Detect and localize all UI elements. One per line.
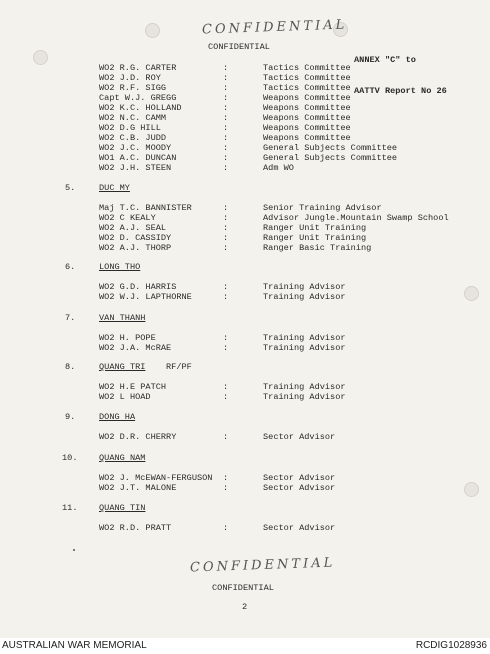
separator-colon: :	[223, 83, 229, 93]
personnel-role: Adm WO	[263, 163, 294, 173]
personnel-role: Weapons Committee	[263, 123, 351, 133]
personnel-role: Weapons Committee	[263, 103, 351, 113]
personnel-name: Maj T.C. BANNISTER	[99, 203, 192, 213]
section-number: 8.	[65, 362, 76, 372]
section-number: 9.	[65, 412, 76, 422]
personnel-row	[99, 93, 469, 103]
personnel-row	[99, 203, 469, 213]
archive-bar	[0, 638, 490, 654]
personnel-name: WO2 R.G. CARTER	[99, 63, 177, 73]
punch-hole	[145, 23, 160, 38]
personnel-row	[99, 223, 469, 233]
personnel-row	[99, 473, 469, 483]
personnel-row	[99, 63, 469, 73]
separator-colon: :	[223, 73, 229, 83]
personnel-row	[99, 523, 469, 533]
personnel-name: WO2 R.F. SIGG	[99, 83, 167, 93]
section-title: LONG THO	[99, 262, 141, 272]
personnel-name: WO2 D.G HILL	[99, 123, 161, 133]
personnel-name: WO2 J.T. MALONE	[99, 483, 177, 493]
section-title: DONG HA	[99, 412, 136, 422]
personnel-name: WO2 A.J. THORP	[99, 243, 172, 253]
personnel-name: WO2 J.D. ROY	[99, 73, 161, 83]
personnel-row	[99, 123, 469, 133]
personnel-name: WO2 D.R. CHERRY	[99, 432, 177, 442]
personnel-role: Advisor Jungle.Mountain Swamp School	[263, 213, 449, 223]
separator-colon: :	[223, 123, 229, 133]
personnel-row	[99, 392, 469, 402]
section-number: 11.	[62, 503, 78, 513]
separator-colon: :	[223, 223, 229, 233]
personnel-role: Training Advisor	[263, 333, 346, 343]
section-title: QUANG TRI	[99, 362, 146, 372]
personnel-name: WO2 D. CASSIDY	[99, 233, 172, 243]
personnel-row	[99, 292, 469, 302]
personnel-role: Weapons Committee	[263, 93, 351, 103]
personnel-name: WO1 A.C. DUNCAN	[99, 153, 177, 163]
personnel-row	[99, 333, 469, 343]
separator-colon: :	[223, 133, 229, 143]
personnel-role: Weapons Committee	[263, 113, 351, 123]
personnel-name: WO2 C.B. JUDD	[99, 133, 167, 143]
separator-colon: :	[223, 243, 229, 253]
personnel-row	[99, 103, 469, 113]
separator-colon: :	[223, 233, 229, 243]
separator-colon: :	[223, 203, 229, 213]
handwritten-confidential-top: CONFIDENTIAL	[201, 17, 348, 38]
personnel-name: WO2 R.D. PRATT	[99, 523, 172, 533]
personnel-row	[99, 432, 469, 442]
section-title: VAN THANH	[99, 313, 146, 323]
personnel-role: Training Advisor	[263, 343, 346, 353]
personnel-row	[99, 73, 469, 83]
archive-institution: AUSTRALIAN WAR MEMORIAL	[2, 640, 147, 651]
personnel-name: WO2 J.A. McRAE	[99, 343, 172, 353]
personnel-row	[99, 133, 469, 143]
section-title: QUANG TIN	[99, 503, 146, 513]
personnel-name: Capt W.J. GREGG	[99, 93, 177, 103]
personnel-name: WO2 J.H. STEEN	[99, 163, 172, 173]
personnel-role: Training Advisor	[263, 392, 346, 402]
punch-hole	[33, 50, 48, 65]
personnel-name: WO2 J.C. MOODY	[99, 143, 172, 153]
personnel-role: General Subjects Committee	[263, 143, 398, 153]
personnel-role: Sector Advisor	[263, 523, 336, 533]
personnel-row	[99, 382, 469, 392]
personnel-name: WO2 H. POPE	[99, 333, 156, 343]
personnel-row	[99, 243, 469, 253]
personnel-role: Sector Advisor	[263, 483, 336, 493]
personnel-name: WO2 G.D. HARRIS	[99, 282, 177, 292]
personnel-name: WO2 C KEALY	[99, 213, 156, 223]
confidential-header: CONFIDENTIAL	[208, 42, 270, 52]
separator-colon: :	[223, 343, 229, 353]
section-number: 6.	[65, 262, 76, 272]
personnel-row	[99, 233, 469, 243]
personnel-role: Ranger Basic Training	[263, 243, 372, 253]
separator-colon: :	[223, 292, 229, 302]
personnel-row	[99, 163, 469, 173]
personnel-name: WO2 A.J. SEAL	[99, 223, 167, 233]
section-title: DUC MY	[99, 183, 130, 193]
personnel-row	[99, 282, 469, 292]
personnel-name: WO2 N.C. CAMM	[99, 113, 167, 123]
personnel-role: Training Advisor	[263, 282, 346, 292]
page-number: 2	[242, 602, 248, 612]
annex-line-2: AATTV Report No 26	[354, 86, 447, 96]
personnel-row	[99, 343, 469, 353]
separator-colon: :	[223, 63, 229, 73]
separator-colon: :	[223, 392, 229, 402]
stray-mark	[73, 549, 75, 551]
archive-reference: RCDIG1028936	[415, 640, 487, 651]
separator-colon: :	[223, 473, 229, 483]
section-number: 10.	[62, 453, 78, 463]
personnel-role: Sector Advisor	[263, 432, 336, 442]
confidential-footer: CONFIDENTIAL	[212, 583, 274, 593]
personnel-name: WO2 K.C. HOLLAND	[99, 103, 182, 113]
separator-colon: :	[223, 93, 229, 103]
personnel-row	[99, 83, 469, 93]
personnel-role: Training Advisor	[263, 292, 346, 302]
separator-colon: :	[223, 382, 229, 392]
separator-colon: :	[223, 163, 229, 173]
annex-line-1: ANNEX "C" to	[354, 55, 416, 65]
separator-colon: :	[223, 113, 229, 123]
personnel-role: Tactics Committee	[263, 63, 351, 73]
separator-colon: :	[223, 282, 229, 292]
personnel-name: WO2 W.J. LAPTHORNE	[99, 292, 192, 302]
personnel-role: Sector Advisor	[263, 473, 336, 483]
personnel-row	[99, 143, 469, 153]
personnel-role: Senior Training Advisor	[263, 203, 382, 213]
personnel-role: Weapons Committee	[263, 133, 351, 143]
personnel-row	[99, 153, 469, 163]
section-title-suffix: RF/PF	[166, 362, 192, 372]
separator-colon: :	[223, 333, 229, 343]
personnel-name: WO2 J. McEWAN-FERGUSON	[99, 473, 213, 483]
section-number: 5.	[65, 183, 76, 193]
personnel-role: General Subjects Committee	[263, 153, 398, 163]
personnel-role: Tactics Committee	[263, 73, 351, 83]
personnel-row	[99, 483, 469, 493]
section-title: QUANG NAM	[99, 453, 146, 463]
separator-colon: :	[223, 523, 229, 533]
personnel-role: Tactics Committee	[263, 83, 351, 93]
personnel-name: WO2 H.E PATCH	[99, 382, 167, 392]
separator-colon: :	[223, 153, 229, 163]
handwritten-confidential-bottom: CONFIDENTIAL	[189, 555, 336, 576]
separator-colon: :	[223, 432, 229, 442]
separator-colon: :	[223, 103, 229, 113]
separator-colon: :	[223, 143, 229, 153]
separator-colon: :	[223, 213, 229, 223]
personnel-name: WO2 L HOAD	[99, 392, 151, 402]
separator-colon: :	[223, 483, 229, 493]
personnel-row	[99, 213, 469, 223]
personnel-role: Ranger Unit Training	[263, 233, 367, 243]
section-number: 7.	[65, 313, 76, 323]
personnel-role: Training Advisor	[263, 382, 346, 392]
personnel-role: Ranger Unit Training	[263, 223, 367, 233]
personnel-row	[99, 113, 469, 123]
